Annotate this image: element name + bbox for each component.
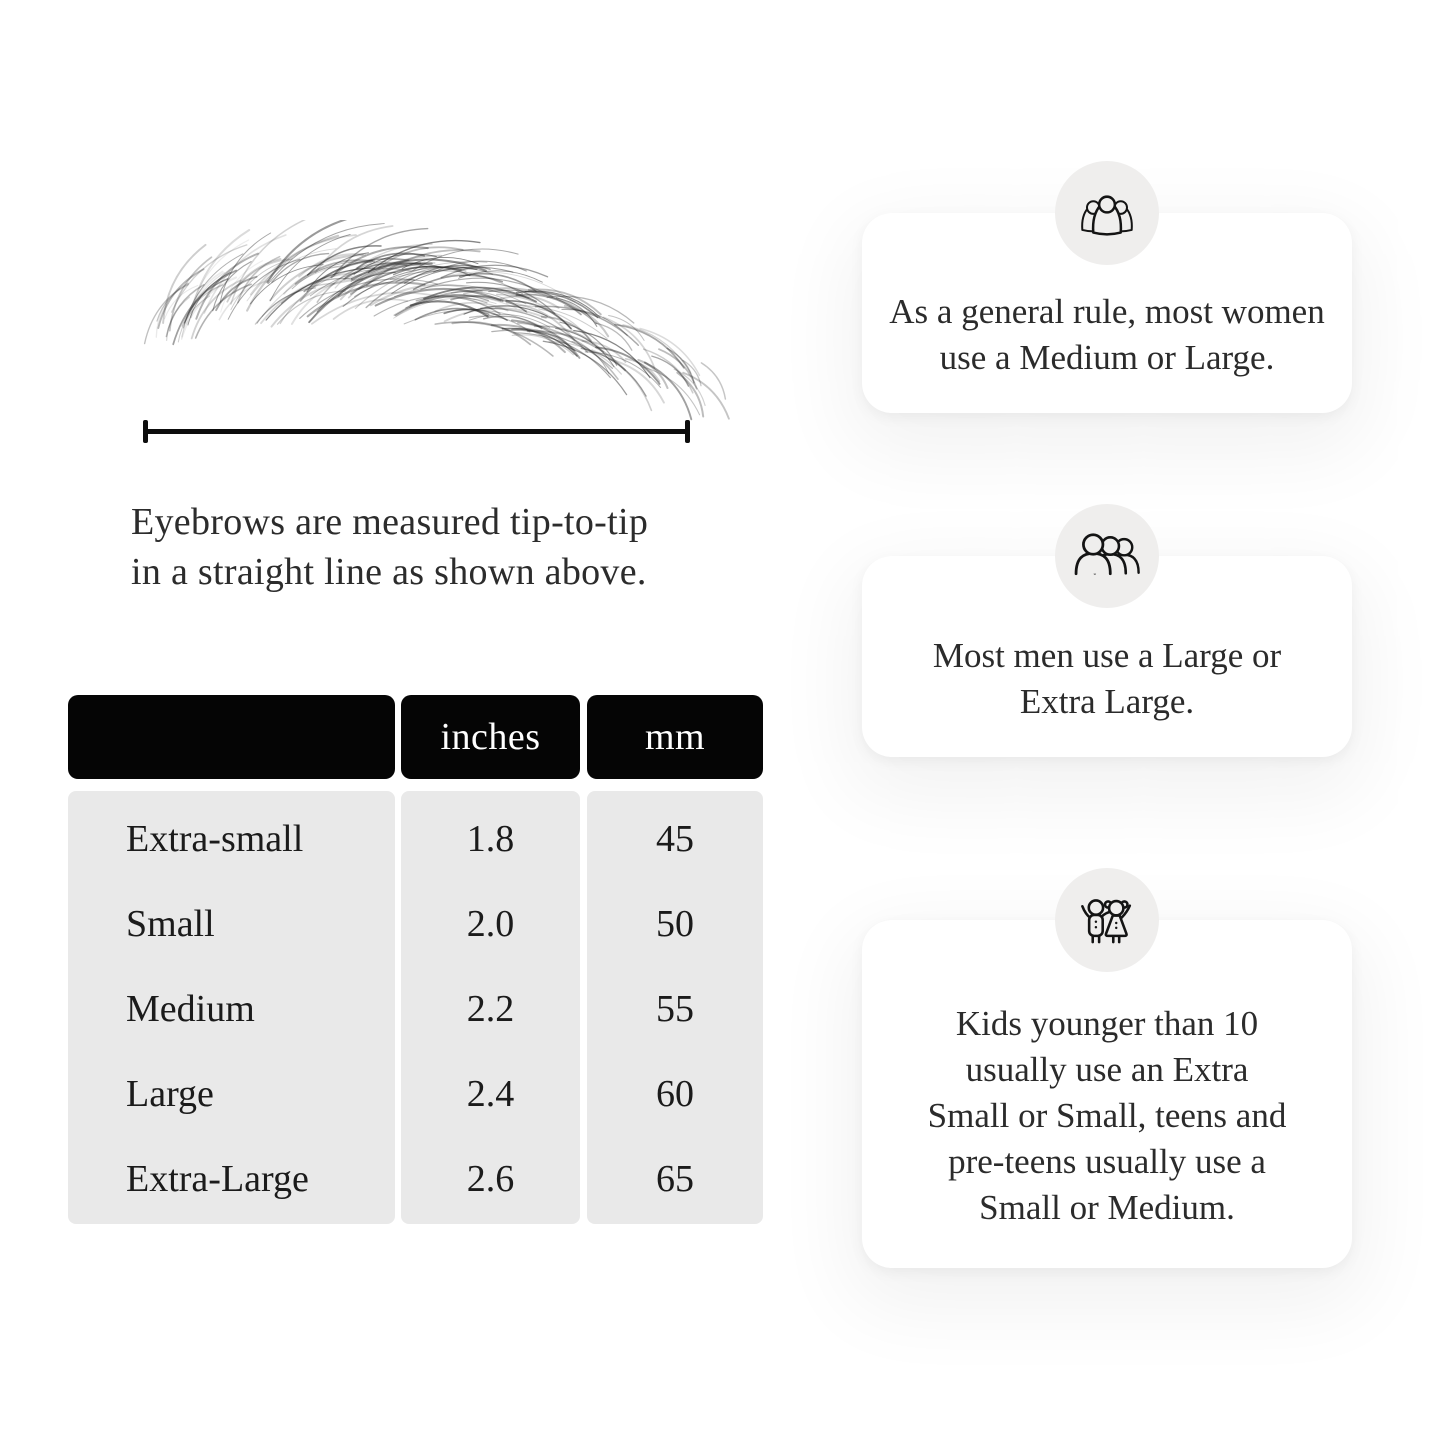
table-column-mm <box>587 695 763 1224</box>
card-text-line: Kids younger than 10 <box>955 1004 1259 1043</box>
info-card-women <box>862 213 1352 413</box>
card-text-line: use a Medium or Large. <box>939 338 1275 377</box>
women-group-icon <box>1076 187 1138 240</box>
eyebrow-illustration <box>95 220 755 432</box>
table-cell-inches: 2.6 <box>466 1157 515 1200</box>
table-column-inches <box>401 695 580 1224</box>
table-cell-mm: 60 <box>656 1072 694 1115</box>
table-header-mm: mm <box>587 695 763 779</box>
table-row-label: Large <box>126 1072 214 1115</box>
card-text-line: usually use an Extra <box>965 1050 1249 1089</box>
info-card-men <box>862 556 1352 757</box>
table-body-inches <box>401 791 580 1224</box>
table-row-label: Extra-Large <box>126 1157 309 1200</box>
table-cell-inches: 2.0 <box>466 902 515 945</box>
table-cell-inches: 1.8 <box>466 817 515 860</box>
card-text-line: Small or Medium. <box>979 1188 1235 1227</box>
measurement-line <box>145 429 688 434</box>
card-text-line: pre-teens usually use a <box>948 1142 1266 1181</box>
card-text-line: Extra Large. <box>1019 681 1195 721</box>
table-row-label: Extra-small <box>126 817 304 860</box>
table-cell-inches: 2.4 <box>466 1072 515 1115</box>
info-card-kids <box>862 920 1352 1268</box>
table-header-inches: inches <box>401 695 580 779</box>
table-cell-inches: 2.2 <box>466 987 515 1030</box>
card-text-line: As a general rule, most women <box>889 292 1325 331</box>
caption-line: in a straight line as shown above. <box>131 551 647 593</box>
icon-circle <box>1055 868 1159 972</box>
table-row-label: Medium <box>126 987 255 1030</box>
icon-circle <box>1055 504 1159 608</box>
measurement-caption <box>131 497 771 597</box>
card-text-line: Most men use a Large or <box>932 635 1282 675</box>
kids-icon <box>1075 892 1139 949</box>
table-cell-mm: 45 <box>656 817 694 860</box>
table-body-mm <box>587 791 763 1224</box>
table-column-size <box>68 695 395 1224</box>
card-text-line: Small or Small, teens and <box>927 1096 1287 1135</box>
table-cell-mm: 55 <box>656 987 694 1030</box>
men-group-icon <box>1070 529 1144 583</box>
icon-circle <box>1055 161 1159 265</box>
table-body-size <box>68 791 395 1224</box>
caption-line: Eyebrows are measured tip-to-tip <box>131 501 649 543</box>
table-header-size <box>68 695 395 779</box>
table-cell-mm: 65 <box>656 1157 694 1200</box>
table-cell-mm: 50 <box>656 902 694 945</box>
table-row-label: Small <box>126 902 215 945</box>
